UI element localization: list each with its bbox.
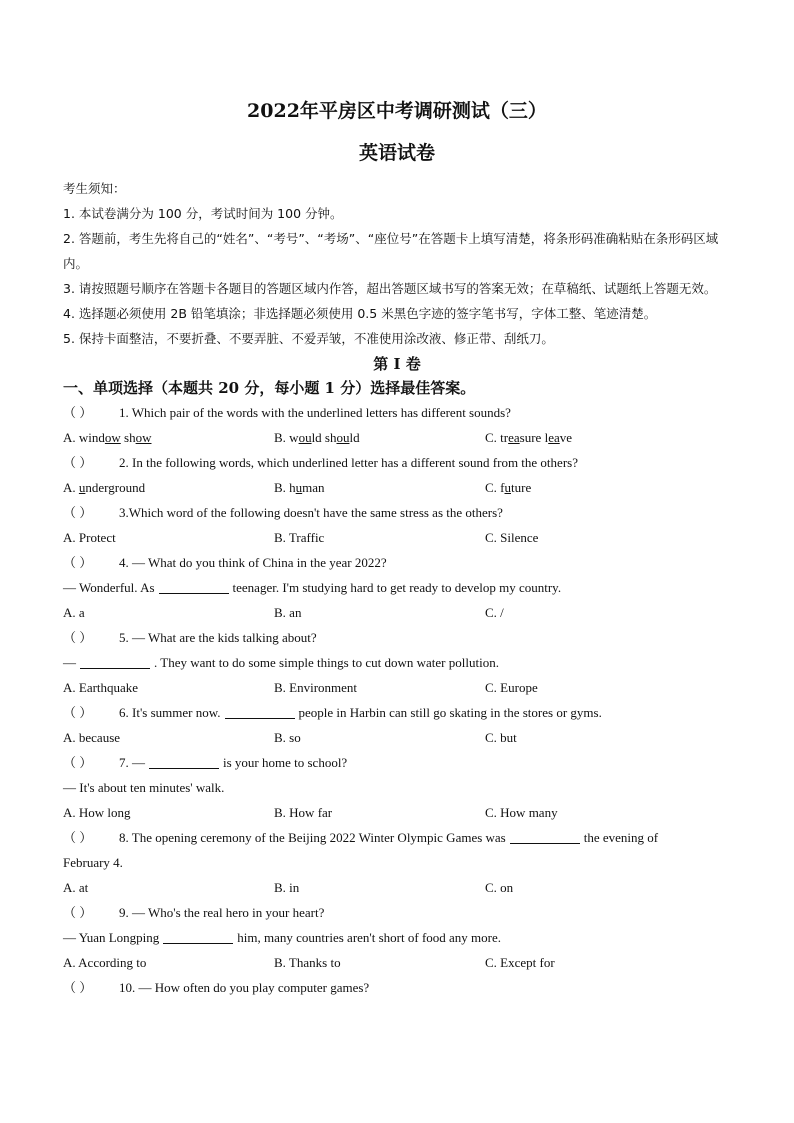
option-a: A. at [63, 880, 89, 895]
options-6 [63, 725, 731, 750]
option-c: C. future [485, 480, 532, 495]
answer-blank [149, 754, 219, 769]
option-c: C. / [485, 605, 504, 620]
option-a: A. underground [63, 480, 146, 495]
option-c: C. Europe [485, 680, 538, 695]
notice-item: 5. 保持卡面整洁，不要折叠、不要弄脏、不爱弄皱，不准使用涂改液、修正带、刮纸刀。 [63, 331, 554, 346]
option-a: A. Protect [63, 530, 116, 545]
option-c: C. How many [485, 805, 558, 820]
option-b: B. Thanks to [274, 955, 341, 970]
option-c: C. treasure leave [485, 430, 573, 445]
options-7 [63, 800, 731, 825]
question-1 [63, 400, 731, 425]
question-9: （ ） 9. — Who's the real hero in your heart? [63, 905, 325, 920]
options-1 [63, 425, 731, 450]
question-4: （ ） 4. — What do you think of China in the year 2022? [63, 555, 387, 570]
question-7: （ ） 7. — is your home to school? [63, 755, 348, 770]
exam-title: 2022年平房区中考调研测试（三） [247, 100, 547, 122]
options-4 [63, 600, 731, 625]
answer-blank [80, 654, 150, 669]
option-c: C. Except for [485, 955, 555, 970]
question-6: （ ） 6. It's summer now. people in Harbin can still go skating in the stores or gyms. [63, 705, 602, 720]
answer-blank [225, 704, 295, 719]
options-3 [63, 525, 731, 550]
option-a: A. window show [63, 430, 152, 445]
question-3: （ ） 3.Which word of the following doesn't have the same stress as the others? [63, 505, 503, 520]
options-5 [63, 675, 731, 700]
part-label: 第 I 卷 [373, 355, 421, 373]
option-b: B. an [274, 605, 302, 620]
question-7-line2: — It's about ten minutes' walk. [63, 780, 225, 795]
option-b: B. How far [274, 805, 333, 820]
section-heading: 一、单项选择（本题共 20 分，每小题 1 分）选择最佳答案。 [63, 379, 476, 397]
exam-page [63, 96, 731, 1000]
notice-heading: 考生须知： [63, 181, 126, 196]
option-c: C. but [485, 730, 517, 745]
exam-subtitle: 英语试卷 [358, 142, 435, 164]
option-b: B. Environment [274, 680, 358, 695]
answer-blank [159, 579, 229, 594]
answer-paren: （ ） [63, 405, 93, 420]
question-5: （ ） 5. — What are the kids talking about? [63, 630, 317, 645]
options-2 [63, 475, 731, 500]
notice-item: 2. 答题前，考生先将自己的“姓名”、“考号”、“考场”、“座位号”在答题卡上填写清楚，将条形码准确粘贴在条形码区域内。 [63, 231, 719, 271]
option-a: A. How long [63, 805, 131, 820]
option-b: B. so [274, 730, 301, 745]
option-b: B. human [274, 480, 325, 495]
question-10: （ ） 10. — How often do you play computer games? [63, 980, 370, 995]
answer-blank [510, 829, 580, 844]
question-stem: 1. Which pair of the words with the underlined letters has different sounds? [119, 405, 511, 420]
option-c: C. Silence [485, 530, 539, 545]
option-c: C. on [485, 880, 514, 895]
option-b: B. in [274, 880, 300, 895]
question-8-line2: February 4. [63, 855, 123, 870]
question-8: （ ） 8. The opening ceremony of the Beijing 2022 Winter Olympic Games was the evening of [63, 830, 659, 845]
option-b: B. would should [274, 430, 360, 445]
option-a: A. According to [63, 955, 147, 970]
options-8 [63, 875, 731, 900]
question-4-line2: — Wonderful. As teenager. I'm studying hard to get ready to develop my country. [63, 580, 562, 595]
notice-item: 1. 本试卷满分为 100 分，考试时间为 100 分钟。 [63, 206, 343, 221]
question-5-line2: — . They want to do some simple things to cut down water pollution. [63, 655, 499, 670]
notice-item: 4. 选择题必须使用 2B 铅笔填涂；非选择题必须使用 0.5 米黑色字迹的签字笔书写，字体工整、笔迹清楚。 [63, 306, 657, 321]
option-b: B. Traffic [274, 530, 325, 545]
notice-item: 3. 请按照题号顺序在答题卡各题目的答题区域内作答，超出答题区域书写的答案无效；在草稿纸、试题纸上答题无效。 [63, 281, 717, 296]
answer-blank [163, 929, 233, 944]
question-list [63, 400, 731, 1000]
question-2: （ ） 2. In the following words, which underlined letter has a different sound from the others? [63, 455, 578, 470]
option-a: A. because [63, 730, 121, 745]
question-9-line2: — Yuan Longping him, many countries aren't short of food any more. [63, 930, 502, 945]
notice-block [63, 176, 731, 351]
options-9 [63, 950, 731, 975]
option-a: A. a [63, 605, 85, 620]
option-a: A. Earthquake [63, 680, 139, 695]
